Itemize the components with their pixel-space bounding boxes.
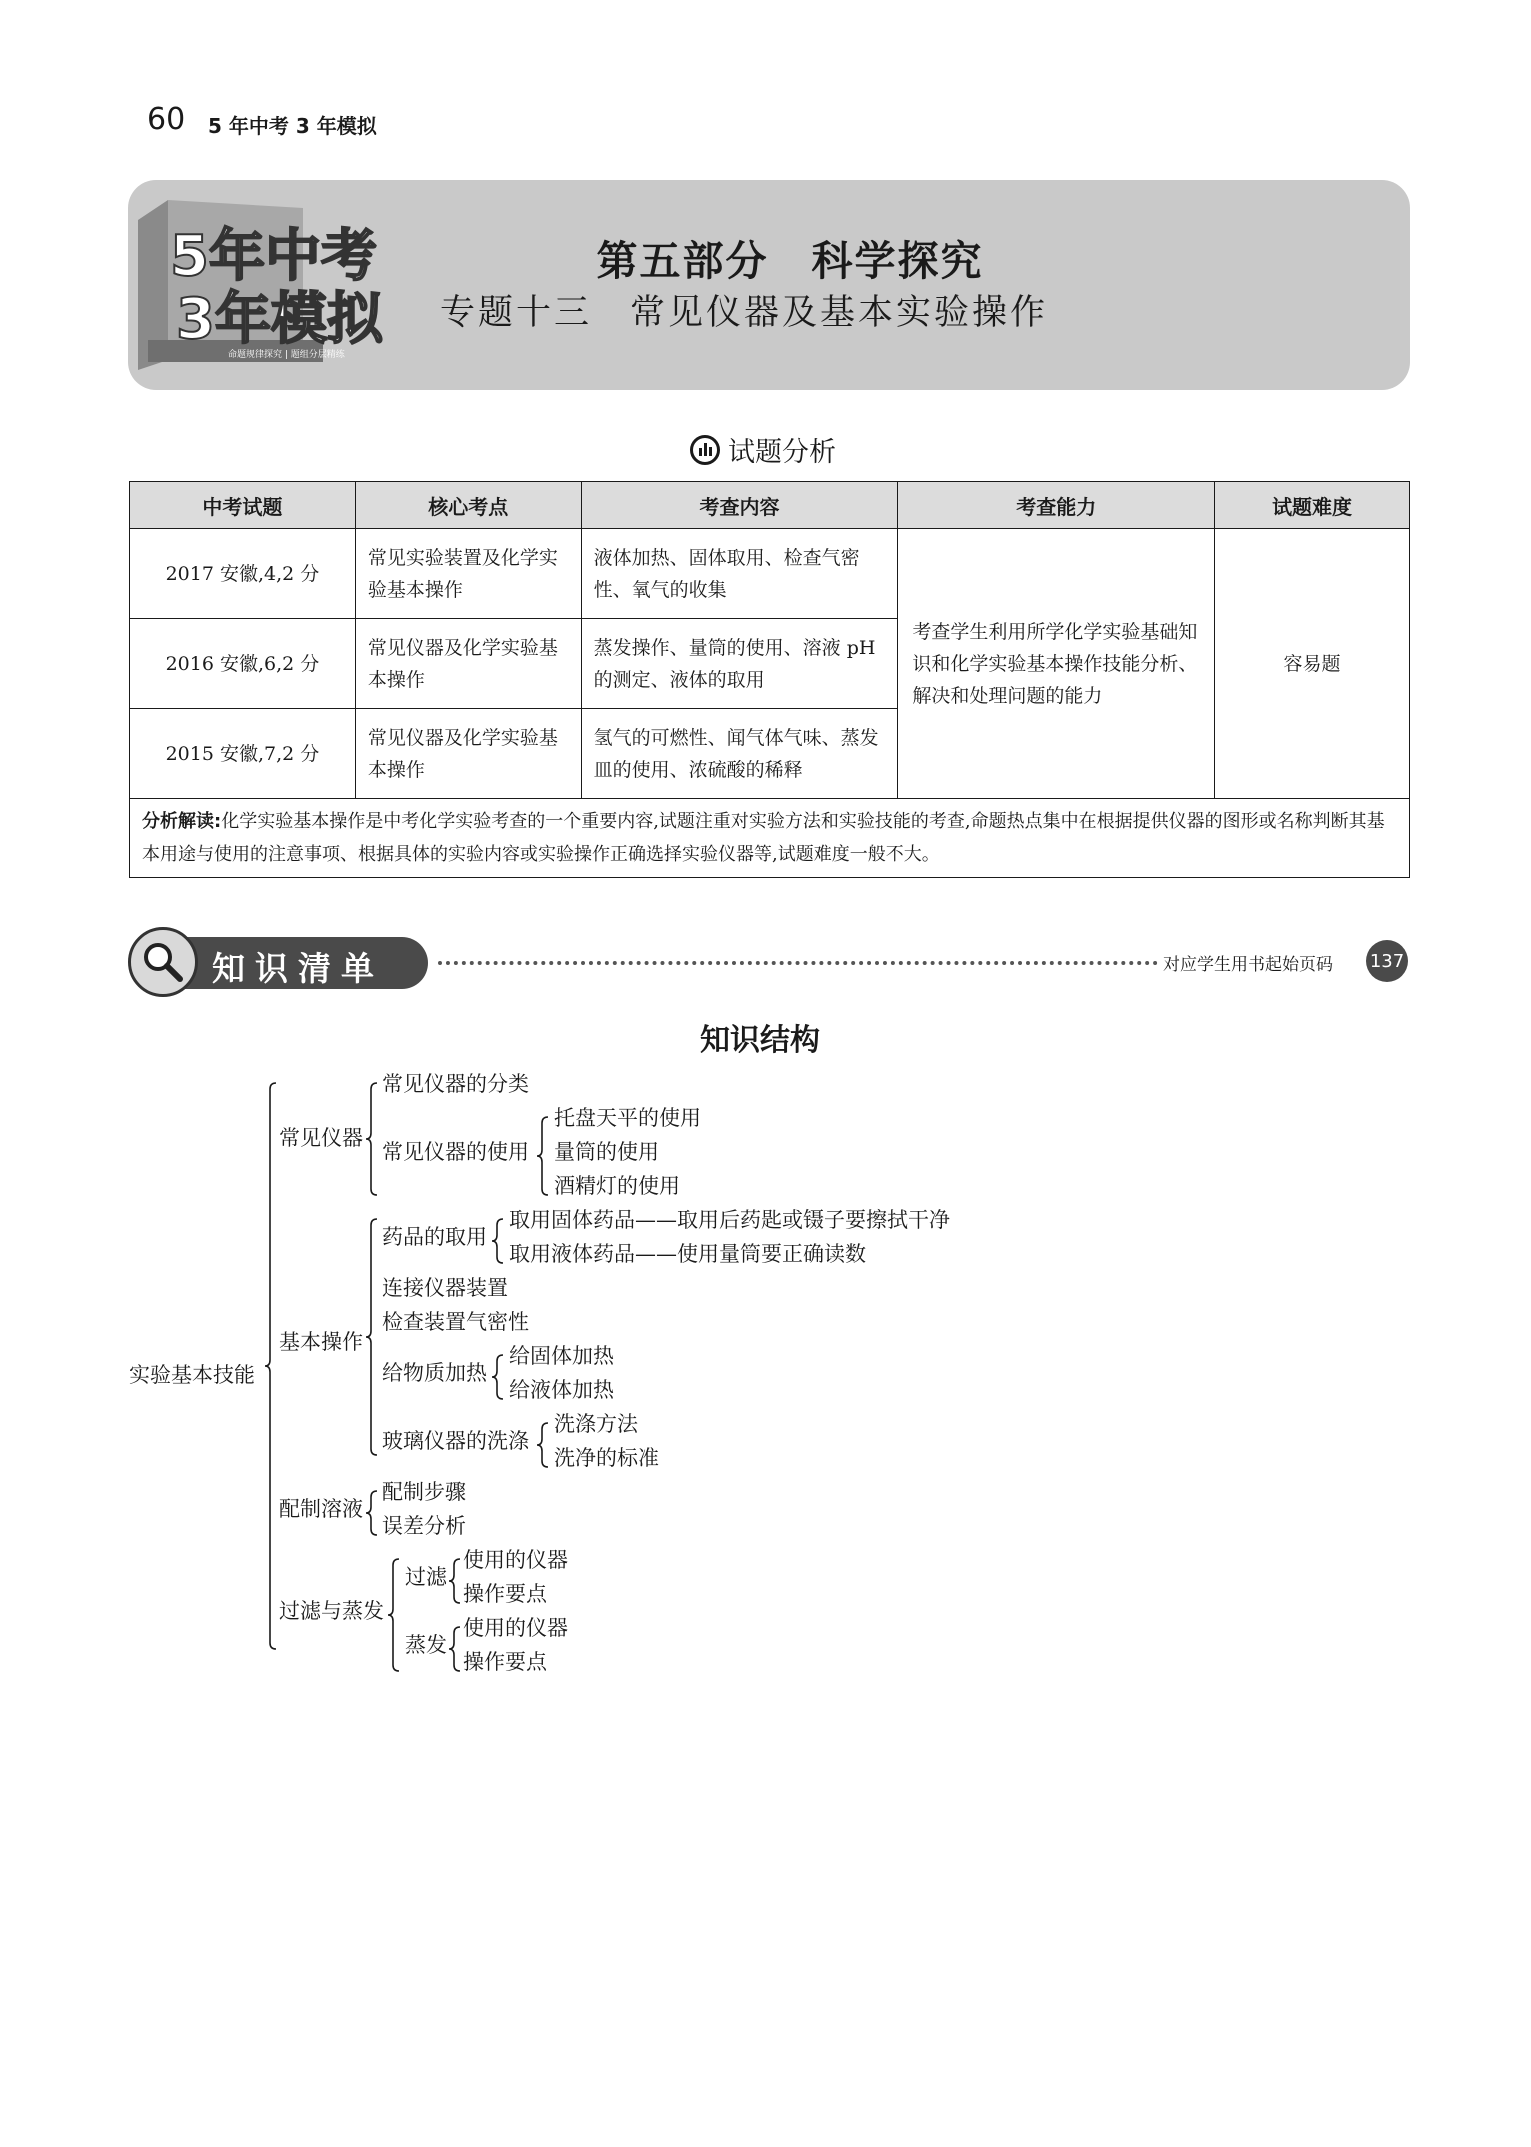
note-label: 分析解读: [142,811,222,832]
column-header: 核心考点 [355,482,581,529]
analysis-heading-text: 试题分析 [728,437,836,468]
tree-node: 使用的仪器 [463,1548,568,1572]
tree-node: 检查装置气密性 [382,1310,529,1334]
structure-title: 知识结构 [700,1023,820,1058]
content-cell: 氢气的可燃性、闻气体气味、蒸发皿的使用、浓硫酸的稀释 [581,709,898,799]
tree-node: 常见仪器 [279,1126,363,1150]
tree-brace [448,1626,462,1672]
analysis-heading [690,430,836,469]
page-number: 60 [147,102,186,137]
book-title: 5 年中考 3 年模拟 [208,114,377,138]
page-ref-badge: 137 [1366,940,1408,982]
tree-node: 误差分析 [382,1514,466,1538]
tree-brace [536,1116,550,1196]
column-header: 考查内容 [581,482,898,529]
tree-node: 量筒的使用 [554,1140,659,1164]
svg-text:3年模拟: 3年模拟 [176,287,383,352]
tree-brace [536,1422,550,1468]
analysis-note-row [130,799,1410,878]
analysis-table [129,481,1410,878]
table-row [130,529,1410,619]
tree-node: 给物质加热 [382,1361,487,1385]
table-header-row [130,482,1410,529]
tree-node: 取用液体药品——使用量筒要正确读数 [509,1242,866,1266]
column-header: 中考试题 [130,482,356,529]
tree-node: 配制溶液 [279,1497,363,1521]
point-cell: 常见仪器及化学实验基本操作 [355,709,581,799]
magnifier-icon [138,937,188,987]
series-logo [128,190,418,380]
tree-brace [491,1354,505,1400]
exam-cell: 2017 安徽,4,2 分 [130,529,356,619]
tree-node: 给液体加热 [509,1378,614,1402]
note-text: 化学实验基本操作是中考化学实验考查的一个重要内容,试题注重对实验方法和实验技能的考查,命题热点集中在根据提供仪器的图形或名称判断其基本用途与使用的注意事项、根据具体的实验内容或实验操作正确选择实验仪器等,试题难度一般不大。 [142,811,1385,865]
tree-brace [448,1558,462,1604]
tree-node: 使用的仪器 [463,1616,568,1640]
content-cell: 蒸发操作、量筒的使用、溶液 pH 的测定、液体的取用 [581,619,898,709]
analysis-note [130,799,1410,878]
tree-node: 药品的取用 [382,1225,487,1249]
tree-node: 常见仪器的分类 [382,1072,529,1096]
bar-chart-icon [690,435,720,465]
svg-text:命题规律探究 | 题组分层精练: 命题规律探究 | 题组分层精练 [228,350,345,360]
exam-cell: 2015 安徽,7,2 分 [130,709,356,799]
tree-node: 酒精灯的使用 [554,1174,680,1198]
topic-title: 专题十三 常见仪器及基本实验操作 [440,293,1049,333]
difficulty-cell: 容易题 [1215,529,1410,799]
tree-node: 基本操作 [279,1330,363,1354]
tree-brace [365,1082,379,1196]
tree-node: 操作要点 [463,1650,547,1674]
tree-node: 洗涤方法 [554,1412,638,1436]
tree-brace [365,1490,379,1536]
tree-brace [264,1082,278,1650]
tree-brace [387,1558,401,1672]
page-ref-label: 对应学生用书起始页码 [1163,955,1333,975]
tree-node: 过滤 [405,1565,447,1589]
tree-node: 洗净的标准 [554,1446,659,1470]
tree-node: 连接仪器装置 [382,1276,508,1300]
section-title: 知识清单 [212,949,384,988]
content-cell: 液体加热、固体取用、检查气密性、氧气的收集 [581,529,898,619]
tree-node: 给固体加热 [509,1344,614,1368]
tree-node: 常见仪器的使用 [382,1140,529,1164]
tree-node: 托盘天平的使用 [554,1106,701,1130]
exam-cell: 2016 安徽,6,2 分 [130,619,356,709]
point-cell: 常见实验装置及化学实验基本操作 [355,529,581,619]
column-header: 考查能力 [898,482,1215,529]
svg-text:5年中考: 5年中考 [170,224,377,289]
column-header: 试题难度 [1215,482,1410,529]
tree-node: 取用固体药品——取用后药匙或镊子要擦拭干净 [509,1208,950,1232]
tree-brace [491,1218,505,1264]
tree-node: 玻璃仪器的洗涤 [382,1429,529,1453]
part-title: 第五部分 科学探究 [596,237,984,285]
tree-node: 过滤与蒸发 [279,1599,384,1623]
ability-cell: 考查学生利用所学化学实验基础知识和化学实验基本操作技能分析、解决和处理问题的能力 [898,529,1215,799]
tree-node: 配制步骤 [382,1480,466,1504]
tree-node: 蒸发 [405,1633,447,1657]
dotted-leader [438,961,1158,965]
tree-node: 实验基本技能 [129,1363,255,1387]
tree-node: 操作要点 [463,1582,547,1606]
tree-brace [365,1218,379,1456]
point-cell: 常见仪器及化学实验基本操作 [355,619,581,709]
